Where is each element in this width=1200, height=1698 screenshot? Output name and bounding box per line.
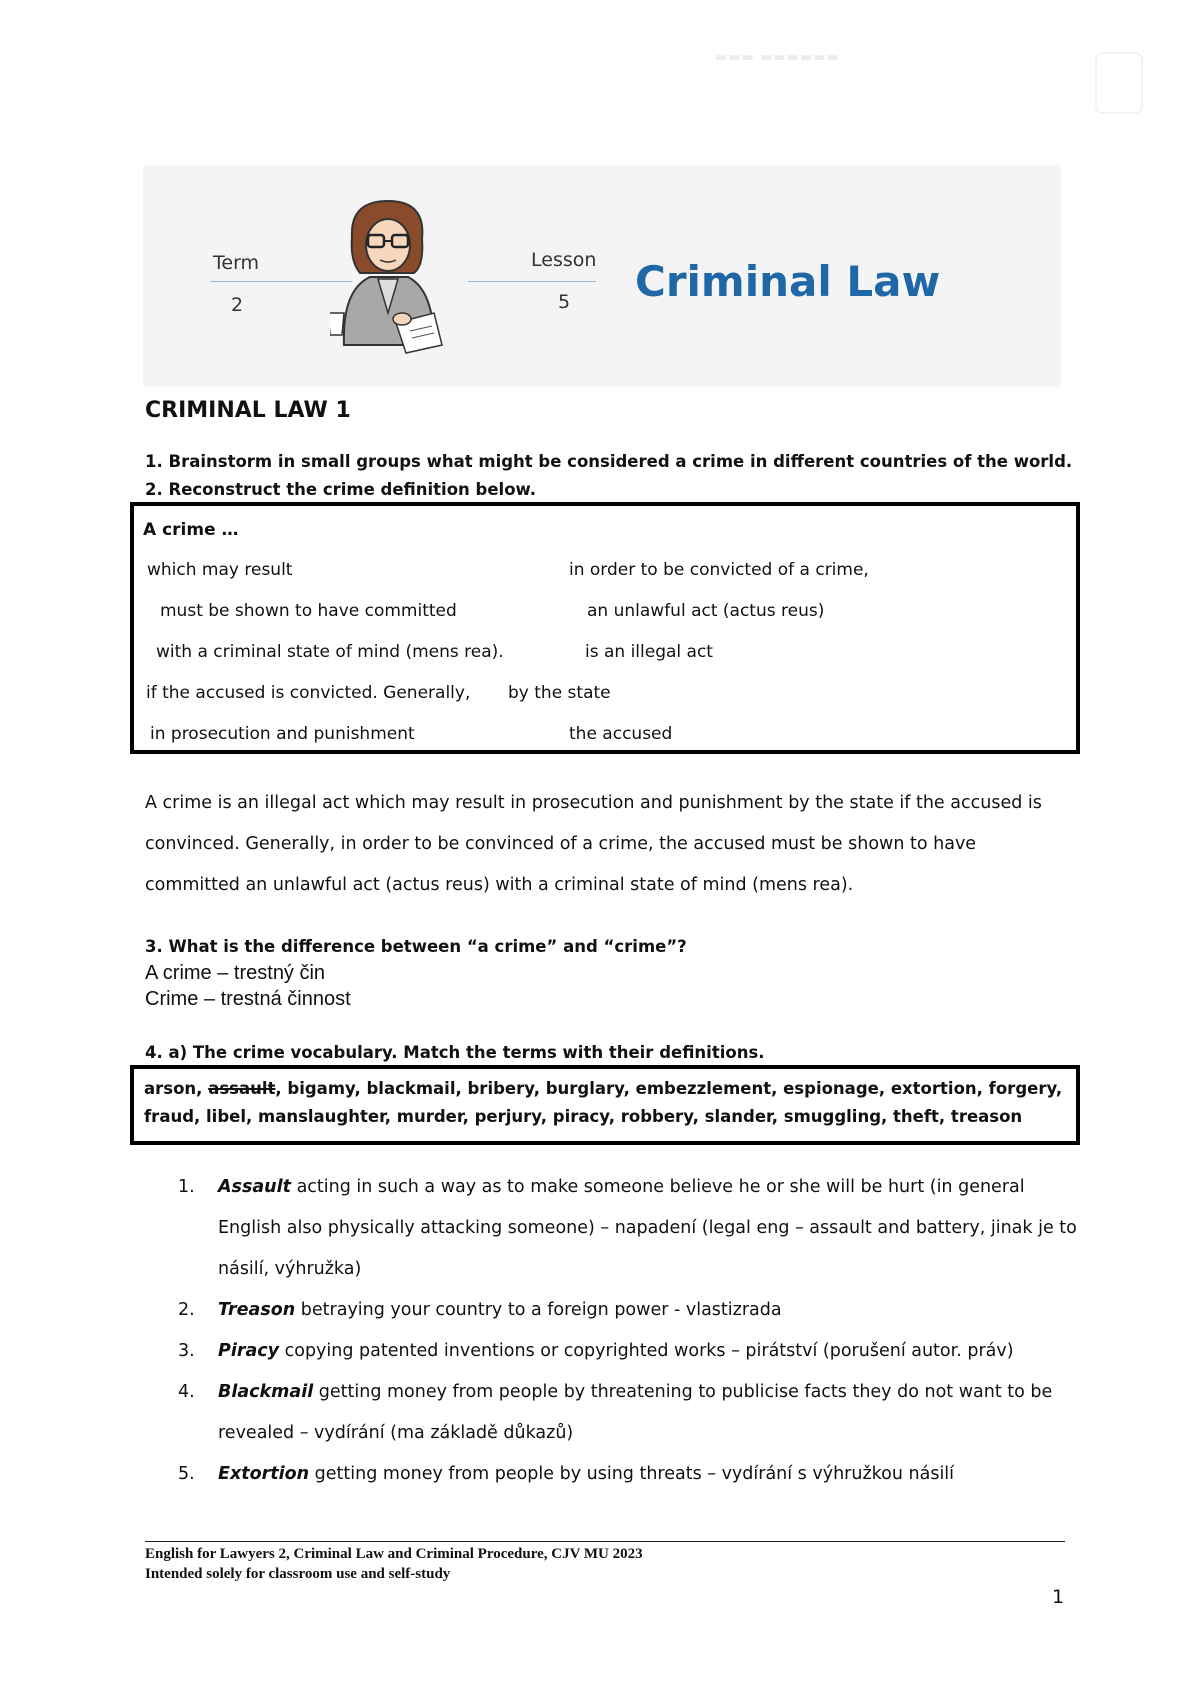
fragment: in order to be convicted of a crime, [569,560,869,580]
item-term: Treason [218,1300,296,1320]
item-number: 2. [178,1300,195,1320]
footer-line-1: English for Lawyers 2, Criminal Law and Criminal Procedure, CJV MU 2023 [145,1546,643,1562]
item-definition: acting in such a way as to make someone believe he or she will be hurt (in general English also physically attacking someone) – napadení (legal eng – assault and battery, jinak je to násilí, výhružka) [218,1177,1077,1279]
item-definition: betraying your country to a foreign power - vlastizrada [295,1300,782,1320]
vocab-terms: , bigamy, blackmail, bribery, burglary, embezzlement, espionage, extortion, forgery, fraud, libel, manslaughter, murder, perjury, piracy, robbery, slander, smuggling, theft, treason [144,1079,1063,1126]
fragment: if the accused is convicted. Generally, [146,683,471,703]
item-definition: getting money from people by threatening to publicise facts they do not want to be revealed – vydírání (ma základě důkazů) [218,1382,1053,1443]
item-number: 3. [178,1341,195,1361]
lawyer-illustration [330,195,450,355]
question-1: 1. Brainstorm in small groups what might be considered a crime in different countries of the world. [145,452,1073,471]
term-value: 2 [231,294,244,316]
list-item [178,1290,1078,1331]
fragment: with a criminal state of mind (mens rea). [156,642,504,662]
lesson-label: Lesson [531,249,597,271]
watermark-logo [1095,52,1143,114]
vocab-term: arson, [144,1079,209,1098]
definition-list [178,1167,1078,1495]
banner-title: Criminal Law [635,257,941,306]
list-item [178,1331,1078,1372]
item-number: 5. [178,1464,195,1484]
definition-fragments-box [130,502,1080,754]
footer-line-2: Intended solely for classroom use and self-study [145,1566,451,1582]
fragment: which may result [147,560,293,580]
footer-rule [145,1541,1065,1542]
term-label: Term [213,252,260,274]
vocabulary-list [144,1075,1066,1131]
question-2: 2. Reconstruct the crime definition below. [145,480,536,499]
fragment: in prosecution and punishment [150,724,415,744]
item-number: 1. [178,1177,195,1197]
item-term: Blackmail [218,1382,314,1402]
answer-line: Crime – trestná činnost [145,988,351,1010]
vocabulary-box [130,1065,1080,1145]
question-4: 4. a) The crime vocabulary. Match the terms with their definitions. [145,1043,765,1062]
watermark-text: ▬▬▬ ▬▬▬▬▬▬ [715,50,840,65]
box-label: A crime … [143,520,239,540]
item-term: Piracy [218,1341,280,1361]
list-item [178,1372,1078,1454]
lesson-value: 5 [558,291,571,313]
item-term: Extortion [218,1464,310,1484]
item-term: Assault [218,1177,292,1197]
vocab-struck-term: assault [208,1079,276,1098]
fragment: the accused [569,724,673,744]
fragment: by the state [508,683,611,703]
fragment: must be shown to have committed [160,601,457,621]
item-definition: getting money from people by using threats – vydírání s výhružkou násilí [309,1464,955,1484]
answer-line: A crime – trestný čin [145,962,326,984]
page-heading: CRIMINAL LAW 1 [145,398,351,423]
page-number: 1 [1052,1586,1065,1608]
lesson-divider [468,281,596,282]
item-number: 4. [178,1382,195,1402]
list-item [178,1454,1078,1495]
question-3: 3. What is the difference between “a crime” and “crime”? [145,937,687,956]
item-definition: copying patented inventions or copyrighted works – pirátství (porušení autor. práv) [279,1341,1014,1361]
fragment: is an illegal act [585,642,713,662]
reconstructed-definition: A crime is an illegal act which may result in prosecution and punishment by the state if the accused is convinced. Generally, in order to be convinced of a crime, the accused must be shown to have committed an unlawful act (actus reus) with a criminal state of mind (mens rea). [145,793,1042,895]
list-item [178,1167,1078,1290]
fragment: an unlawful act (actus reus) [587,601,825,621]
